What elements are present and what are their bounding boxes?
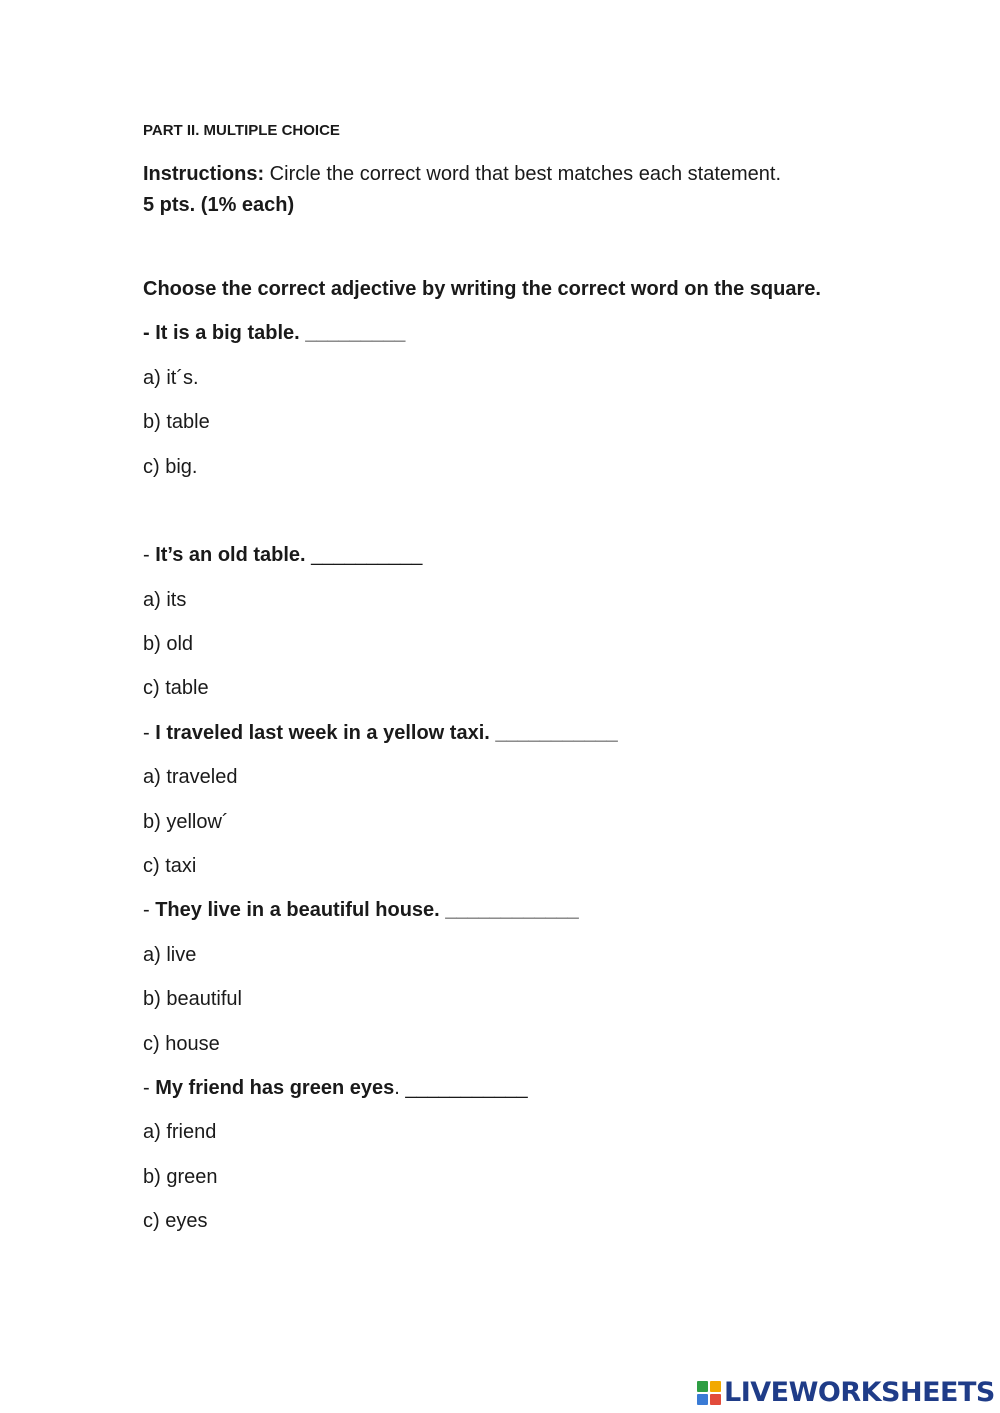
- q2-dash: -: [143, 544, 156, 566]
- q2-blank[interactable]: __________: [305, 544, 423, 566]
- logo-blocks-icon: [697, 1381, 721, 1405]
- q3-dash: -: [143, 722, 156, 744]
- question-5: [143, 1076, 528, 1100]
- q1-option-c[interactable]: c) big.: [143, 456, 198, 478]
- q3-option-c[interactable]: c) taxi: [143, 855, 197, 877]
- liveworksheets-logo[interactable]: [697, 1378, 995, 1408]
- instructions-label: Instructions:: [143, 163, 265, 185]
- logo-text: LIVEWORKSHEETS: [724, 1377, 995, 1408]
- q5-blank[interactable]: . ___________: [394, 1077, 528, 1099]
- q2-sentence: It’s an old table.: [155, 544, 306, 566]
- q3-option-b[interactable]: b) yellow´: [143, 811, 229, 833]
- q4-option-c[interactable]: c) house: [143, 1033, 220, 1055]
- q5-sentence: My friend has green eyes: [155, 1077, 395, 1099]
- question-1: - It is a big table. _________: [143, 322, 406, 344]
- q2-option-b[interactable]: b) old: [143, 633, 194, 655]
- q4-sentence: They live in a beautiful house. ____________: [155, 899, 579, 921]
- q2-option-a[interactable]: a) its: [143, 589, 187, 611]
- q3-sentence: I traveled last week in a yellow taxi. ___________: [155, 722, 618, 744]
- q1-option-b[interactable]: b) table: [143, 411, 210, 433]
- q5-option-b[interactable]: b) green: [143, 1166, 218, 1188]
- logo-block-2: [710, 1381, 721, 1392]
- instructions-line: [143, 162, 781, 186]
- question-3: [143, 721, 618, 745]
- logo-block-1: [697, 1381, 708, 1392]
- task-heading: Choose the correct adjective by writing the correct word on the square.: [143, 278, 821, 300]
- q5-option-c[interactable]: c) eyes: [143, 1210, 208, 1232]
- question-4: [143, 898, 579, 922]
- q1-option-a[interactable]: a) it´s.: [143, 367, 199, 389]
- q5-dash: -: [143, 1077, 156, 1099]
- q4-dash: -: [143, 899, 156, 921]
- q4-option-b[interactable]: b) beautiful: [143, 988, 242, 1010]
- logo-block-3: [697, 1394, 708, 1405]
- q4-option-a[interactable]: a) live: [143, 944, 197, 966]
- instructions-text: Circle the correct word that best matches each statement.: [264, 163, 782, 185]
- logo-block-4: [710, 1394, 721, 1405]
- question-2: [143, 543, 422, 567]
- part-title: PART II. MULTIPLE CHOICE: [143, 122, 340, 139]
- points-label: 5 pts. (1% each): [143, 194, 295, 216]
- q2-option-c[interactable]: c) table: [143, 677, 209, 699]
- q5-option-a[interactable]: a) friend: [143, 1121, 217, 1143]
- q3-option-a[interactable]: a) traveled: [143, 766, 238, 788]
